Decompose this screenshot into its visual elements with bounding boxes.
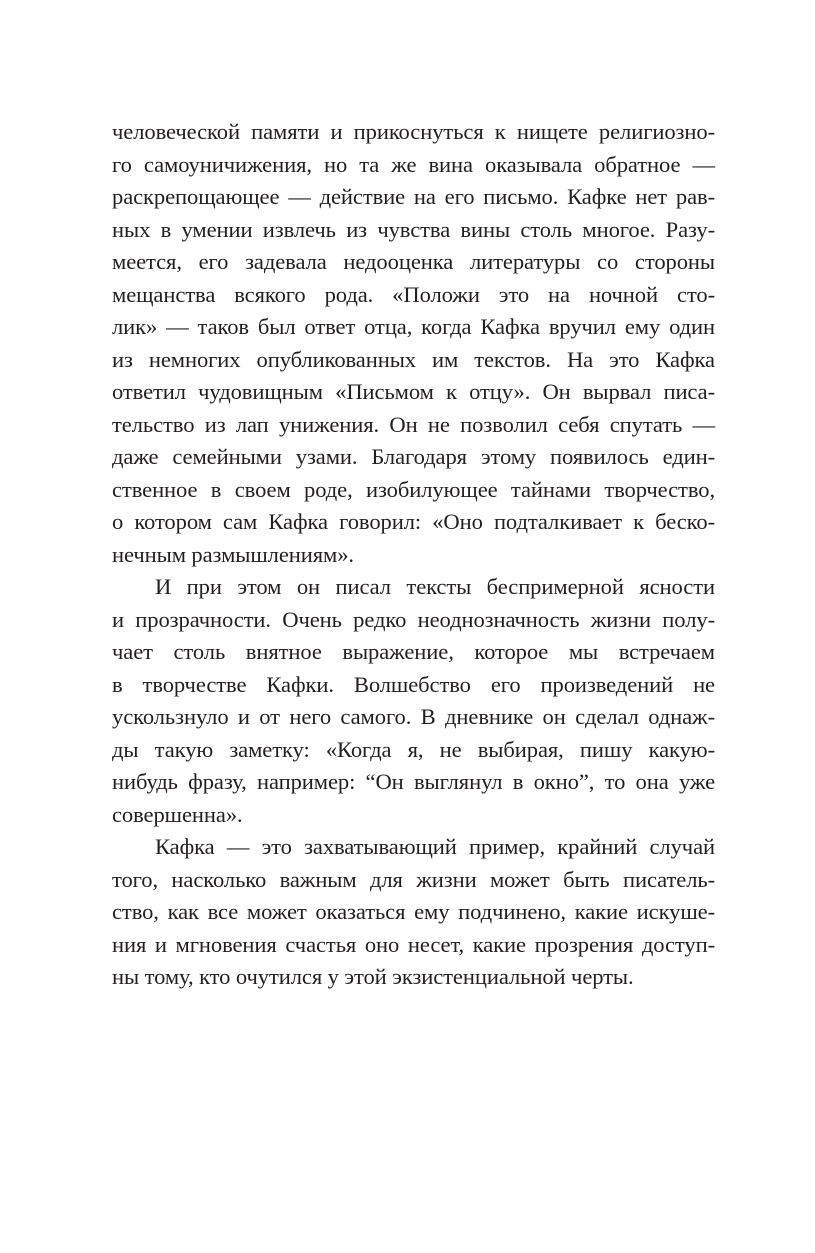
- text-line: ных в умении извлечь из чувства вины столь многое. Разу-: [112, 216, 715, 242]
- paragraph-1: [112, 116, 715, 571]
- text-line: ды такую заметку: «Когда я, не выбирая, пишу какую-: [112, 736, 715, 762]
- text-line: чает столь внятное выражение, которое мы встречаем: [112, 639, 715, 664]
- text-line: Кафка — это захватывающий пример, крайний случай: [155, 834, 715, 859]
- text-line: ответил чудовищным «Письмом к отцу». Он вырвал писа-: [112, 379, 715, 404]
- text-line: даже семейными узами. Благодаря этому появилось един-: [112, 444, 715, 469]
- text-line: нибудь фразу, например: “Он выглянул в окно”, то она уже: [112, 769, 715, 794]
- paragraph-3: [112, 831, 715, 994]
- text-line: и прозрачности. Очень редко неоднозначность жизни полу-: [112, 606, 715, 632]
- text-line: го самоуничижения, но та же вина оказывала обратное —: [112, 151, 715, 177]
- text-line: ны тому, кто очутился у этой экзистенциальной черты.: [112, 964, 634, 989]
- text-line: совершенна».: [112, 801, 243, 827]
- text-line: ство, как все может оказаться ему подчинено, какие искуше-: [112, 899, 715, 924]
- text-line: из немногих опубликованных им текстов. На это Кафка: [112, 346, 715, 372]
- text-line: о котором сам Кафка говорил: «Оно подталкивает к беско-: [112, 509, 715, 534]
- paragraph-2: [112, 571, 715, 831]
- text-line: ускользнуло и от него самого. В дневнике он сделал однаж-: [112, 704, 715, 729]
- text-line: того, насколько важным для жизни может быть писатель-: [112, 866, 715, 892]
- text-line: раскрепощающее — действие на его письмо. Кафке нет рав-: [112, 184, 715, 209]
- text-line: в творчестве Кафки. Волшебство его произведений не: [112, 671, 715, 697]
- text-line: нечным размышлениям».: [112, 541, 354, 567]
- text-line: человеческой памяти и прикоснуться к нищете религиозно-: [112, 119, 715, 144]
- text-line: ственное в своем роде, изобилующее тайнами творчество,: [112, 476, 715, 502]
- text-line: ния и мгновения счастья оно несет, какие прозрения доступ-: [112, 931, 715, 957]
- text-line: мещанства всякого рода. «Положи это на ночной сто-: [112, 281, 715, 307]
- text-line: И при этом он писал тексты беспримерной ясности: [155, 574, 715, 599]
- body-text: [112, 116, 715, 994]
- text-line: тельство из лап унижения. Он не позволил себя спутать —: [112, 411, 715, 437]
- text-line: лик» — таков был ответ отца, когда Кафка вручил ему один: [112, 314, 715, 339]
- text-line: меется, его задевала недооценка литературы со стороны: [112, 249, 715, 274]
